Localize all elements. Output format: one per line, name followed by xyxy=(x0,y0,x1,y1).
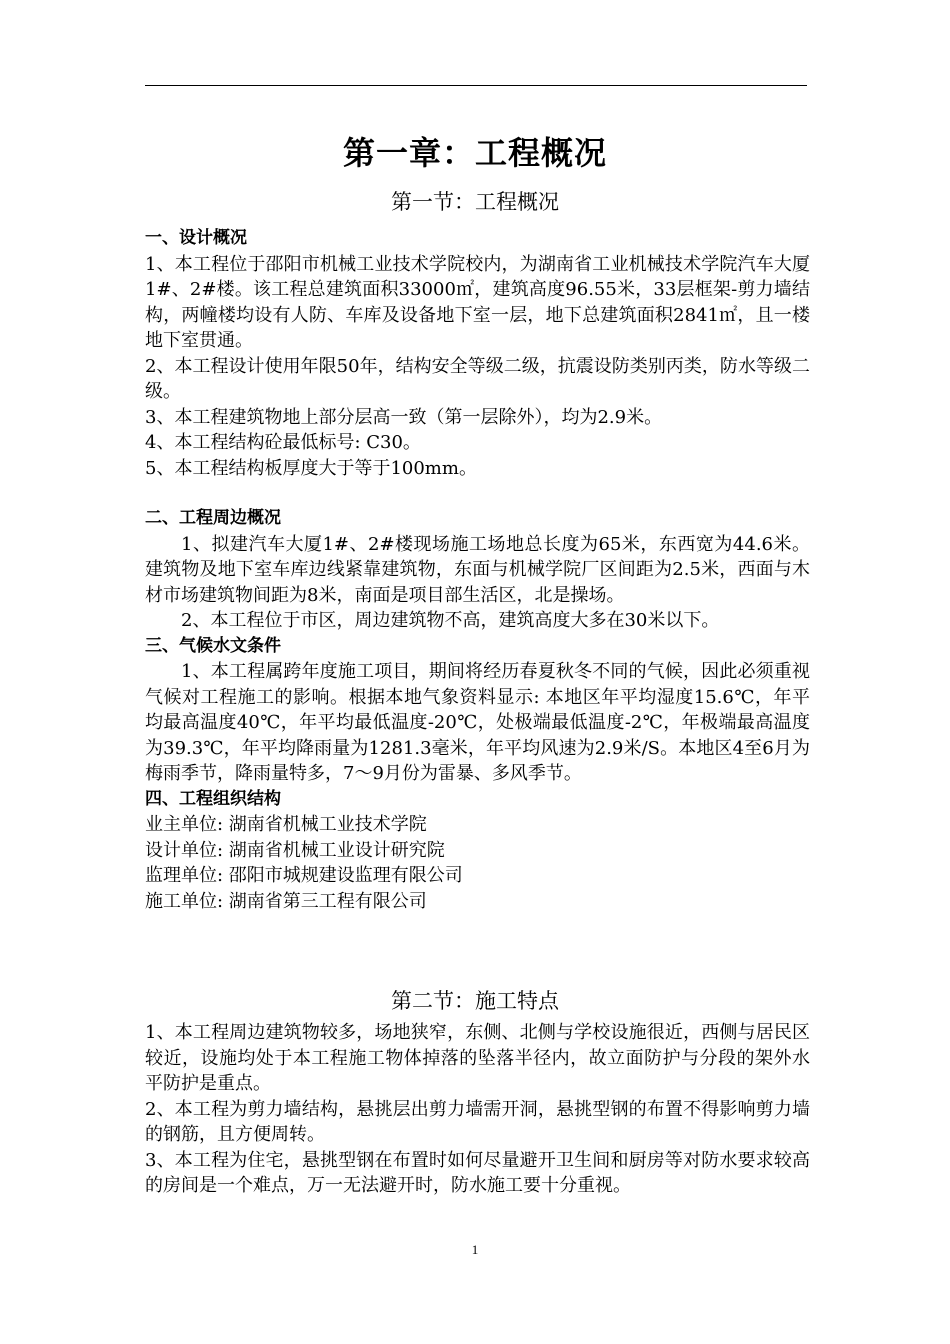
design-item-1: 1、本工程位于邵阳市机械工业技术学院校内，为湖南省工业机械技术学院汽车大厦1#、2#楼。该工程总建筑面积33000㎡，建筑高度96.55米，33层框架-剪力墙结构，两幢楼均设有人防、车库及设备地下室一层，地下总建筑面积2841㎡，且一楼地下室贯通。 xyxy=(145,253,810,351)
supervision-unit: 监理单位: 邵阳市城规建设监理有限公司 xyxy=(145,865,463,886)
page-number: 1 xyxy=(471,1242,479,1257)
surroundings-heading: 二、工程周边概况 xyxy=(145,508,281,528)
feature-item-1: 1、本工程周边建筑物较多，场地狭窄，东侧、北侧与学校设施很近，西侧与居民区较近，设施均处于本工程施工物体掉落的坠落半径内，故立面防护与分段的架外水平防护是重点。 xyxy=(145,1022,810,1094)
feature-item-2: 2、本工程为剪力墙结构，悬挑层出剪力墙需开洞，悬挑型钢的布置不得影响剪力墙的钢筋，且方便周转。 xyxy=(145,1098,810,1145)
feature-item-3: 3、本工程为住宅，悬挑型钢在布置时如何尽量避开卫生间和厨房等对防水要求较高的房间是一个难点，万一无法避开时，防水施工要十分重视。 xyxy=(145,1149,810,1196)
header-rule xyxy=(145,85,807,86)
section-title-1: 第一节：工程概况 xyxy=(391,190,559,214)
owner-unit: 业主单位: 湖南省机械工业技术学院 xyxy=(145,814,427,835)
design-item-3: 3、本工程建筑物地上部分层高一致（第一层除外），均为2.9米。 xyxy=(145,406,663,428)
chapter-title: 第一章：工程概况 xyxy=(342,134,607,172)
design-unit: 设计单位: 湖南省机械工业设计研究院 xyxy=(145,839,445,861)
design-item-2: 2、本工程设计使用年限50年，结构安全等级二级，抗震设防类别丙类，防水等级二级。 xyxy=(145,355,810,402)
surroundings-item-2: 2、本工程位于市区，周边建筑物不高，建筑高度大多在30米以下。 xyxy=(181,610,720,631)
section-1-body xyxy=(145,226,810,914)
section-2-body xyxy=(145,1020,810,1199)
design-item-5: 5、本工程结构板厚度大于等于100mm。 xyxy=(145,457,477,479)
construction-unit: 施工单位: 湖南省第三工程有限公司 xyxy=(145,890,427,912)
section-title-2: 第二节：施工特点 xyxy=(391,989,559,1013)
design-item-4: 4、本工程结构砼最低标号: C30。 xyxy=(145,432,421,453)
climate-item-1: 1、本工程属跨年度施工项目，期间将经历春夏秋冬不同的气候，因此必须重视气候对工程施工的影响。根据本地气象资料显示: 本地区年平均湿度15.6℃，年平均最高温度40℃，年平均最低温度-20℃，处极端最低温度-2℃，年极端最高温度为39.3℃，年平均降雨量为1281.3毫米，年平均风速为2.9米/S。本地区4至6月为梅雨季节，降雨量特多，7～9月份为雷暴、多风季节。 xyxy=(145,661,810,784)
design-overview-heading: 一、设计概况 xyxy=(145,228,247,248)
organization-heading: 四、工程组织结构 xyxy=(145,788,281,809)
climate-heading: 三、气候水文条件 xyxy=(145,635,281,656)
surroundings-item-1: 1、拟建汽车大厦1#、2#楼现场施工场地总长度为65米，东西宽为44.6米。建筑物及地下室车库边线紧靠建筑物，东面与机械学院厂区间距为2.5米，西面与木材市场建筑物间距为8米，南面是项目部生活区，北是操场。 xyxy=(145,533,810,606)
